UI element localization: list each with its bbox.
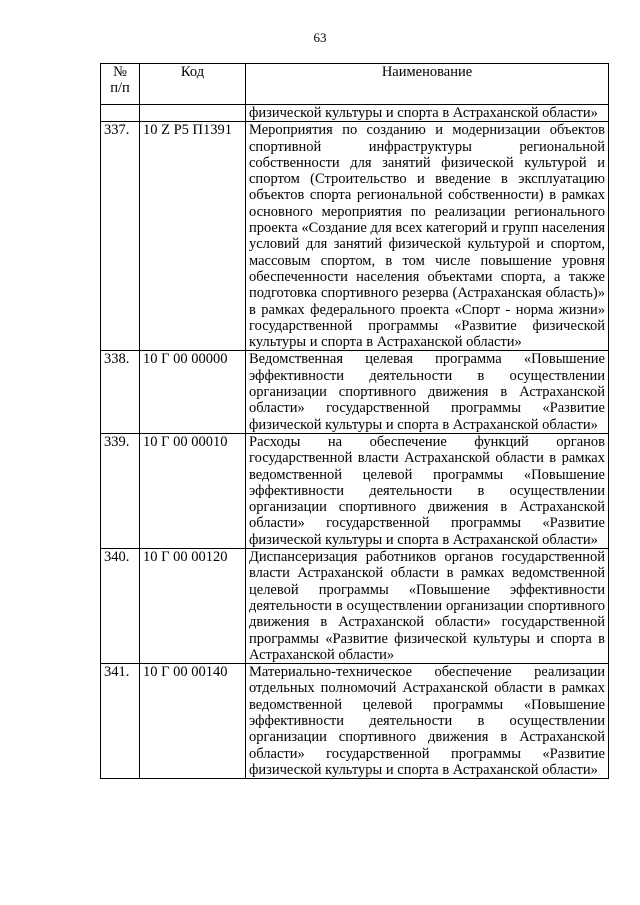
header-number-symbol: №: [113, 64, 127, 80]
cell-number: 340.: [101, 549, 140, 664]
cell-name: Материально-техническое обеспечение реализации отдельных полномочий Астраханской области в рамках ведомственной целевой программы «Повышение эффективности деятельности в осуществлении организации спортивного движения в Астраханской области» государственной программы «Развитие физической культуры и спорта в Астраханской области»: [246, 664, 609, 779]
cell-code: 10 Г 00 00000: [140, 351, 246, 433]
header-number: [101, 64, 140, 105]
table-row: [101, 664, 609, 779]
cell-name: Расходы на обеспечение функций органов государственной власти Астраханской области в рамках ведомственной целевой программы «Повышение эффективности деятельности в осуществлении организации спортивного движения в Астраханской области» государственной программы «Развитие физической культуры и спорта в Астраханской области»: [246, 433, 609, 548]
cell-code: 10 Г 00 00140: [140, 664, 246, 779]
cell-name: Ведомственная целевая программа «Повышение эффективности деятельности в осуществлении организации спортивного движения в Астраханской области» государственной программы «Развитие физической культуры и спорта в Астраханской области»: [246, 351, 609, 433]
budget-codes-table: [100, 63, 609, 779]
cell-number: [101, 105, 140, 122]
cell-name: Мероприятия по созданию и модернизации объектов спортивной инфраструктуры региональной собственности для занятий физической культурой и спортом (Строительство и введение в эксплуатацию объектов спорта региональной собственности) в рамках основного мероприятия по реализации регионального проекта «Создание для всех категорий и групп населения условий для занятий физической культурой и спортом, массовым спортом, в том числе повышение уровня обеспеченности населения объектами спорта, а также подготовка спортивного резерва (Астраханская область)» в рамках федерального проекта «Спорт - норма жизни» государственной программы «Развитие физической культуры и спорта в Астраханской области»: [246, 122, 609, 351]
table-header-row: [101, 64, 609, 105]
cell-code: 10 Г 00 00010: [140, 433, 246, 548]
cell-number: 337.: [101, 122, 140, 351]
cell-number: 339.: [101, 433, 140, 548]
cell-name: физической культуры и спорта в Астраханской области»: [246, 105, 609, 122]
page-number: 63: [313, 30, 327, 45]
header-name: Наименование: [246, 64, 609, 105]
table-row: [101, 433, 609, 548]
cell-code: [140, 105, 246, 122]
table-row: [101, 549, 609, 664]
cell-number: 338.: [101, 351, 140, 433]
header-number-abbr: п/п: [110, 80, 130, 96]
cell-name: Диспансеризация работников органов государственной власти Астраханской области в рамках ведомственной целевой программы «Повышение эффективности деятельности в осуществлении организации спортивного движения в Астраханской области» государственной программы «Развитие физической культуры и спорта в Астраханской области»: [246, 549, 609, 664]
header-code: Код: [140, 64, 246, 105]
table-row: [101, 122, 609, 351]
cell-code: 10 Z P5 П1391: [140, 122, 246, 351]
cell-number: 341.: [101, 664, 140, 779]
table-row: [101, 351, 609, 433]
cell-code: 10 Г 00 00120: [140, 549, 246, 664]
table-row-continuation: [101, 105, 609, 122]
